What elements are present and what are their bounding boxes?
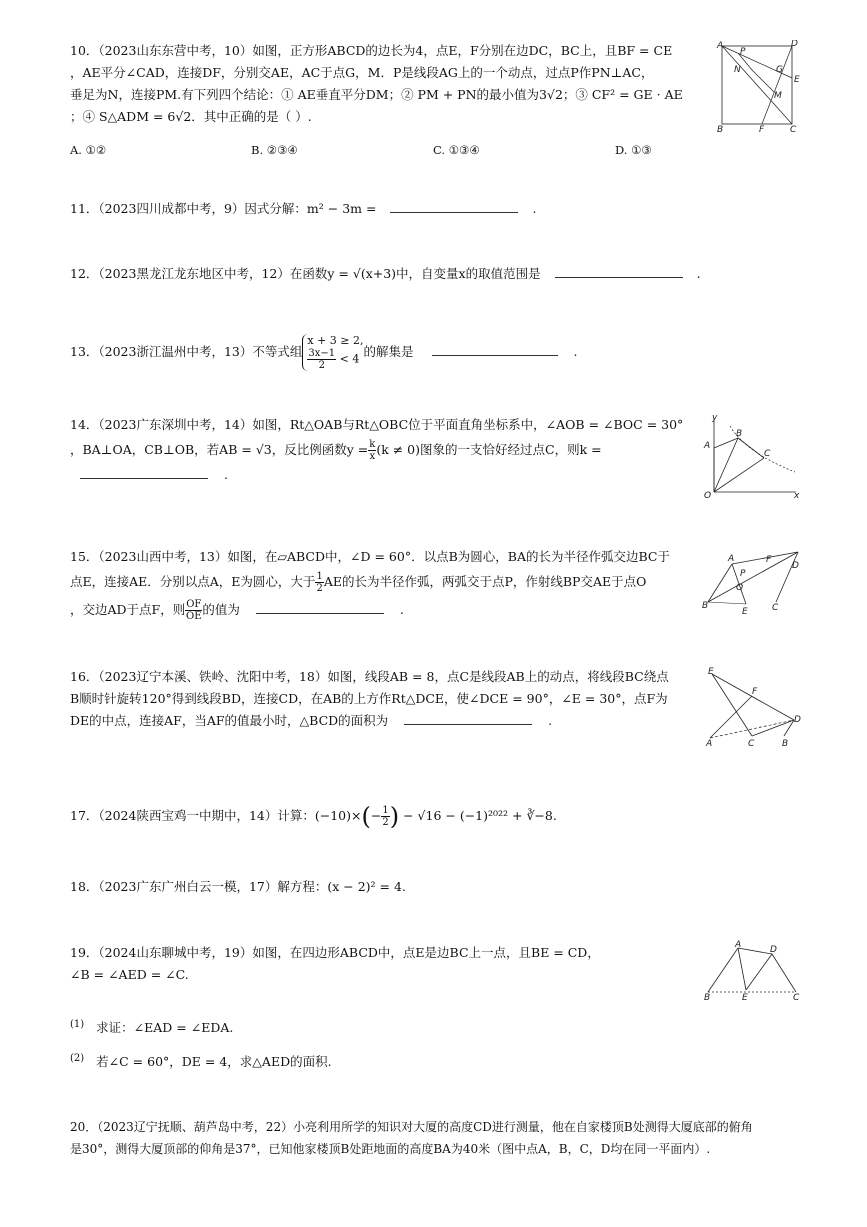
q16-line3: DE的中点，连接AF，当AF的值最小时，△BCD的面积为 xyxy=(70,713,389,728)
q11-end: . xyxy=(532,201,537,216)
question-20 xyxy=(70,1116,753,1160)
q15-label-D: D xyxy=(792,561,799,571)
q19-label-B: B xyxy=(704,993,711,1002)
q10-label-G: G xyxy=(776,65,783,75)
q13-end: . xyxy=(573,344,578,359)
q10-label-N: N xyxy=(734,65,741,75)
q12-end: . xyxy=(696,266,701,281)
q14-label-x: x xyxy=(794,491,800,501)
q15-line3a: ，交边AD于点F，则 xyxy=(70,602,186,617)
q10-line4: ；④ S△ADM = 6√2．其中正确的是（ ）. xyxy=(70,109,312,124)
q10-label-F: F xyxy=(759,125,765,135)
q14-frac-den: x xyxy=(369,451,376,462)
q15-of-num: OF xyxy=(186,599,202,610)
q19-label-A: A xyxy=(735,940,742,950)
q19-sub1-number: (1) xyxy=(70,1018,85,1030)
q19-subquestion-2 xyxy=(70,1052,332,1070)
q17-post: − √16 − (−1)²⁰²² + ∛−8. xyxy=(403,808,557,823)
q19-figure xyxy=(700,940,805,1002)
q16-label-B: B xyxy=(782,739,789,749)
q19-sub1-text: 求证：∠EAD = ∠EDA. xyxy=(96,1020,234,1035)
q11-text: 11．（2023四川成都中考，9）因式分解：m² − 3m = xyxy=(70,201,377,216)
q10-line3: 垂足为N，连接PM.有下列四个结论：① AE垂直平分DM；② PM + PN的最小值为3√2；③ CF² = GE · AE xyxy=(70,87,683,102)
q14-label-y: y xyxy=(712,413,718,423)
q17-frac-den: 2 xyxy=(382,817,389,828)
question-16 xyxy=(70,666,669,732)
q19-sub2-text: 若∠C = 60°，DE = 4，求△AED的面积. xyxy=(96,1054,332,1069)
q17-pre: 17．（2024陕西宝鸡一中期中，14）计算：(−10)× xyxy=(70,808,362,823)
q17-frac-num: 1 xyxy=(382,805,389,816)
question-11 xyxy=(70,198,536,220)
q19-label-E: E xyxy=(742,993,748,1002)
q20-line2: 是30°，测得大厦顶部的仰角是37°，已知他家楼顶B处距地面的高度BA为40米（图中点A，B，C，D均在同一平面内）. xyxy=(70,1142,711,1156)
q16-label-A: A xyxy=(706,739,713,749)
q15-line1: 15．（2023山西中考，13）如图，在▱ABCD中，∠D = 60°．以点B为圆心，BA的长为半径作弧交边BC于 xyxy=(70,549,670,564)
question-12 xyxy=(70,263,701,285)
q13-post: 的解集是 xyxy=(363,344,414,359)
q19-label-D: D xyxy=(770,945,777,955)
question-10 xyxy=(70,40,683,128)
question-17: 17．（2024陕西宝鸡一中期中，14）计算：(−10)×(− $\frac{1}{2}$ ) − √16 − (−1)²⁰²² + ∛−8. xyxy=(70,802,557,831)
q16-line1: 16．（2023辽宁本溪、铁岭、沈阳中考，18）如图，线段AB = 8，点C是线段AB上的动点，将线段BC绕点 xyxy=(70,669,669,684)
q15-of-den: OE xyxy=(186,611,202,622)
q10-line1: 10．（2023山东东营中考，10）如图，正方形ABCD的边长为4，点E，F分别在边DC，BC上，且BF = CE xyxy=(70,43,673,58)
q12-text: 12．（2023黑龙江龙东地区中考，12）在函数y = √(x+3)中，自变量x的取值范围是 xyxy=(70,266,541,281)
q14-answer-blank[interactable] xyxy=(80,464,208,479)
q12-answer-blank[interactable] xyxy=(555,263,683,278)
q16-line2: B顺时针旋转120°得到线段BD，连接CD，在AB的上方作Rt△DCE，使∠DCE = 90°，∠E = 30°，点F为 xyxy=(70,691,668,706)
q13-sys2-rest: < 4 xyxy=(339,352,360,366)
question-13 xyxy=(70,334,577,371)
q13-sys2-num: 3x−1 xyxy=(308,348,336,359)
q15-end: . xyxy=(399,602,404,617)
q14-frac-num: k xyxy=(369,439,376,450)
q16-figure xyxy=(702,666,802,750)
q10-label-D: D xyxy=(791,40,798,49)
q14-line1: 14．（2023广东深圳中考，14）如图，Rt△OAB与Rt△OBC位于平面直角坐标系中，∠AOB = ∠BOC = 30° xyxy=(70,417,684,432)
q15-label-E: E xyxy=(742,607,748,616)
q10-line2: ，AE平分∠CAD，连接DF，分别交AE，AC于点G，M．P是线段AG上的一个动点，过点P作PN⊥AC， xyxy=(70,65,654,80)
q15-label-O: O xyxy=(736,583,744,593)
q16-label-E: E xyxy=(708,667,714,677)
q13-answer-blank[interactable] xyxy=(432,341,558,356)
q15-label-P: P xyxy=(740,569,746,579)
q13-sys2-den: 2 xyxy=(318,360,325,371)
q15-label-C: C xyxy=(772,603,779,613)
q10-label-A: A xyxy=(717,41,724,51)
q19-line2: ∠B = ∠AED = ∠C. xyxy=(70,967,189,982)
q14-line2a: ，BA⊥OA，CB⊥OB，若AB = √3，反比例函数y = xyxy=(70,442,369,457)
q16-label-D: D xyxy=(794,715,801,725)
q10-label-M: M xyxy=(774,91,782,101)
q15-figure xyxy=(700,544,805,616)
question-19 xyxy=(70,942,600,986)
q19-sub2-number: (2) xyxy=(70,1052,85,1064)
q15-half-num: 1 xyxy=(316,571,323,582)
q19-line1: 19．（2024山东聊城中考，19）如图，在四边形ABCD中，点E是边BC上一点，且BE = CD， xyxy=(70,945,600,960)
q14-end: . xyxy=(223,467,228,482)
q10-label-B: B xyxy=(717,125,724,135)
q14-label-B: B xyxy=(736,429,743,439)
q20-line1: 20．（2023辽宁抚顺、葫芦岛中考，22）小亮利用所学的知识对大厦的高度CD进行测量，他在自家楼顶B处测得大厦底部的俯角 xyxy=(70,1120,753,1134)
q15-answer-blank[interactable] xyxy=(256,599,384,614)
q15-line2a: 点E，连接AE．分别以点A，E为圆心，大于 xyxy=(70,574,316,589)
q10-label-C: C xyxy=(790,125,797,135)
q15-label-A: A xyxy=(728,554,735,564)
q16-label-F: F xyxy=(752,687,758,697)
q15-label-F: F xyxy=(766,555,772,565)
q10-figure xyxy=(712,40,802,135)
q15-line3b: 的值为 xyxy=(202,602,240,617)
q13-pre: 13．（2023浙江温州中考，13）不等式组 xyxy=(70,344,303,359)
q18-text: 18．（2023广东广州白云一模，17）解方程：(x − 2)² = 4. xyxy=(70,879,406,894)
q11-answer-blank[interactable] xyxy=(390,198,518,213)
q10-option-d[interactable]: D. ①③ xyxy=(615,143,652,157)
q14-line2b: (k ≠ 0)图象的一支恰好经过点C，则k = xyxy=(376,442,602,457)
question-15 xyxy=(70,546,670,624)
q15-half-den: 2 xyxy=(316,583,323,594)
q14-figure xyxy=(700,412,805,502)
q13-system xyxy=(302,334,363,371)
q19-label-C: C xyxy=(793,993,800,1002)
q10-option-a[interactable]: A. ①② xyxy=(70,143,107,157)
q10-label-E: E xyxy=(794,75,800,85)
q10-label-P: P xyxy=(740,47,746,57)
q10-option-b[interactable]: B. ②③④ xyxy=(251,143,298,157)
question-14 xyxy=(70,414,683,486)
q14-label-C: C xyxy=(764,449,771,459)
q10-option-c[interactable]: C. ①③④ xyxy=(433,143,480,157)
q19-subquestion-1 xyxy=(70,1018,233,1036)
q16-end: . xyxy=(548,713,553,728)
q14-label-O: O xyxy=(704,491,712,501)
question-18 xyxy=(70,876,406,898)
q15-line2b: AE的长为半径作弧，两弧交于点P，作射线BP交AE于点O xyxy=(323,574,647,589)
q14-label-A: A xyxy=(704,441,711,451)
q15-label-B: B xyxy=(702,601,709,611)
q13-sys1: x + 3 ≥ 2, xyxy=(307,334,364,347)
q16-answer-blank[interactable] xyxy=(404,710,532,725)
q16-label-C: C xyxy=(748,739,755,749)
